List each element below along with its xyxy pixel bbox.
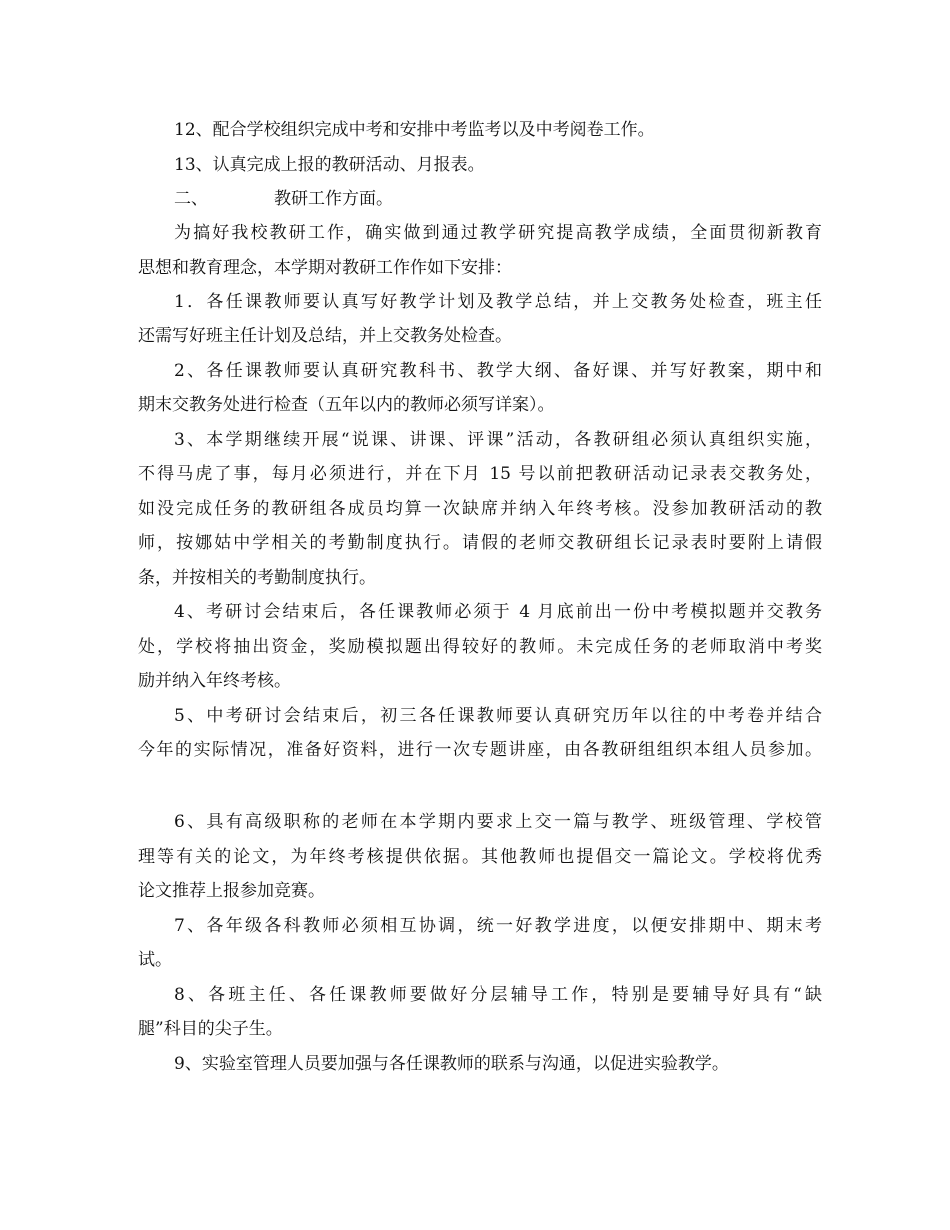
- text-line: [174, 355, 822, 387]
- line-text: 处，学校将抽出资金，奖励模拟题出得较好的教师。未完成任务的老师取消中考奖: [138, 637, 822, 657]
- text-line: [138, 458, 822, 490]
- line-text: 今年的实际情况，准备好资料，进行一次专题讲座，由各教研组组织本组人员参加。: [138, 740, 822, 760]
- text-line: [138, 562, 376, 594]
- line-text: 腿”科目的尖子生。: [138, 1019, 283, 1039]
- text-line: [174, 596, 822, 628]
- text-line: [174, 979, 822, 1011]
- text-line: [138, 734, 822, 766]
- text-line: [174, 424, 822, 456]
- text-line: [138, 389, 555, 421]
- section-heading: [174, 183, 393, 215]
- line-text: 9、实验室管理人员要加强与各任课教师的联系与沟通，以促进实验教学。: [174, 1054, 729, 1074]
- text-line: [174, 286, 822, 318]
- line-text: 4、考研讨会结束后，各任课教师必须于 4 月底前出一份中考模拟题并交教务: [174, 602, 822, 622]
- line-text: 6、具有高级职称的老师在本学期内要求上交一篇与教学、班级管理、学校管: [174, 812, 822, 832]
- line-text: 为搞好我校教研工作，确实做到通过教学研究提高教学成绩，全面贯彻新教育: [174, 223, 822, 243]
- text-line: [138, 841, 822, 873]
- line-text: 7、各年级各科教师必须相互协调，统一好教学进度，以便安排期中、期末考: [174, 916, 822, 936]
- text-line: [174, 806, 822, 838]
- line-text: 如没完成任务的教研组各成员均算一次缺席并纳入年终考核。没参加教研活动的教: [138, 499, 822, 519]
- line-text: 3、本学期继续开展“说课、讲课、评课”活动，各教研组必须认真组织实施，: [174, 430, 822, 450]
- line-text: 12、配合学校组织完成中考和安排中考监考以及中考阅卷工作。: [174, 120, 655, 140]
- text-line: [138, 320, 512, 352]
- text-line: [138, 527, 822, 559]
- line-text: 条，并按相关的考勤制度执行。: [138, 568, 376, 588]
- text-line: [138, 944, 172, 976]
- line-text: 试。: [138, 950, 172, 970]
- text-line: [138, 493, 822, 525]
- text-line: [174, 1048, 729, 1080]
- line-text: 还需写好班主任计划及总结，并上交教务处检查。: [138, 326, 512, 346]
- line-text: 理等有关的论文，为年终考核提供依据。其他教师也提倡交一篇论文。学校将优秀: [138, 847, 822, 867]
- text-line: [174, 149, 485, 181]
- line-text: 5、中考研讨会结束后，初三各任课教师要认真研究历年以往的中考卷并结合: [174, 706, 822, 726]
- line-text: 不得马虎了事，每月必须进行，并在下月 15 号以前把教研活动记录表交教务处，: [138, 464, 822, 484]
- text-line: [174, 114, 655, 146]
- line-text: 论文推荐上报参加竞赛。: [138, 881, 325, 901]
- line-text: 励并纳入年终考核。: [138, 671, 291, 691]
- line-text: 师，按娜姑中学相关的考勤制度执行。请假的老师交教研组长记录表时要附上请假: [138, 533, 822, 553]
- text-line: [138, 1013, 283, 1045]
- text-line: [138, 252, 512, 284]
- text-line: [174, 910, 822, 942]
- text-line: [138, 875, 325, 907]
- line-text: 13、认真完成上报的教研活动、月报表。: [174, 155, 485, 175]
- section-number: 二、: [174, 189, 208, 209]
- text-line: [174, 217, 822, 249]
- text-line: [138, 631, 822, 663]
- line-text: 1．各任课教师要认真写好教学计划及教学总结，并上交教务处检查，班主任: [174, 292, 822, 312]
- line-text: 8、各班主任、各任课教师要做好分层辅导工作，特别是要辅导好具有“缺: [174, 985, 822, 1005]
- line-text: 期末交教务处进行检查（五年以内的教师必须写详案）。: [138, 395, 555, 415]
- section-title: 教研工作方面。: [274, 189, 393, 209]
- text-line: [174, 700, 822, 732]
- line-text: 思想和教育理念，本学期对教研工作作如下安排：: [138, 258, 512, 278]
- line-text: 2、各任课教师要认真研究教科书、教学大纲、备好课、并写好教案，期中和: [174, 361, 822, 381]
- text-line: [138, 665, 291, 697]
